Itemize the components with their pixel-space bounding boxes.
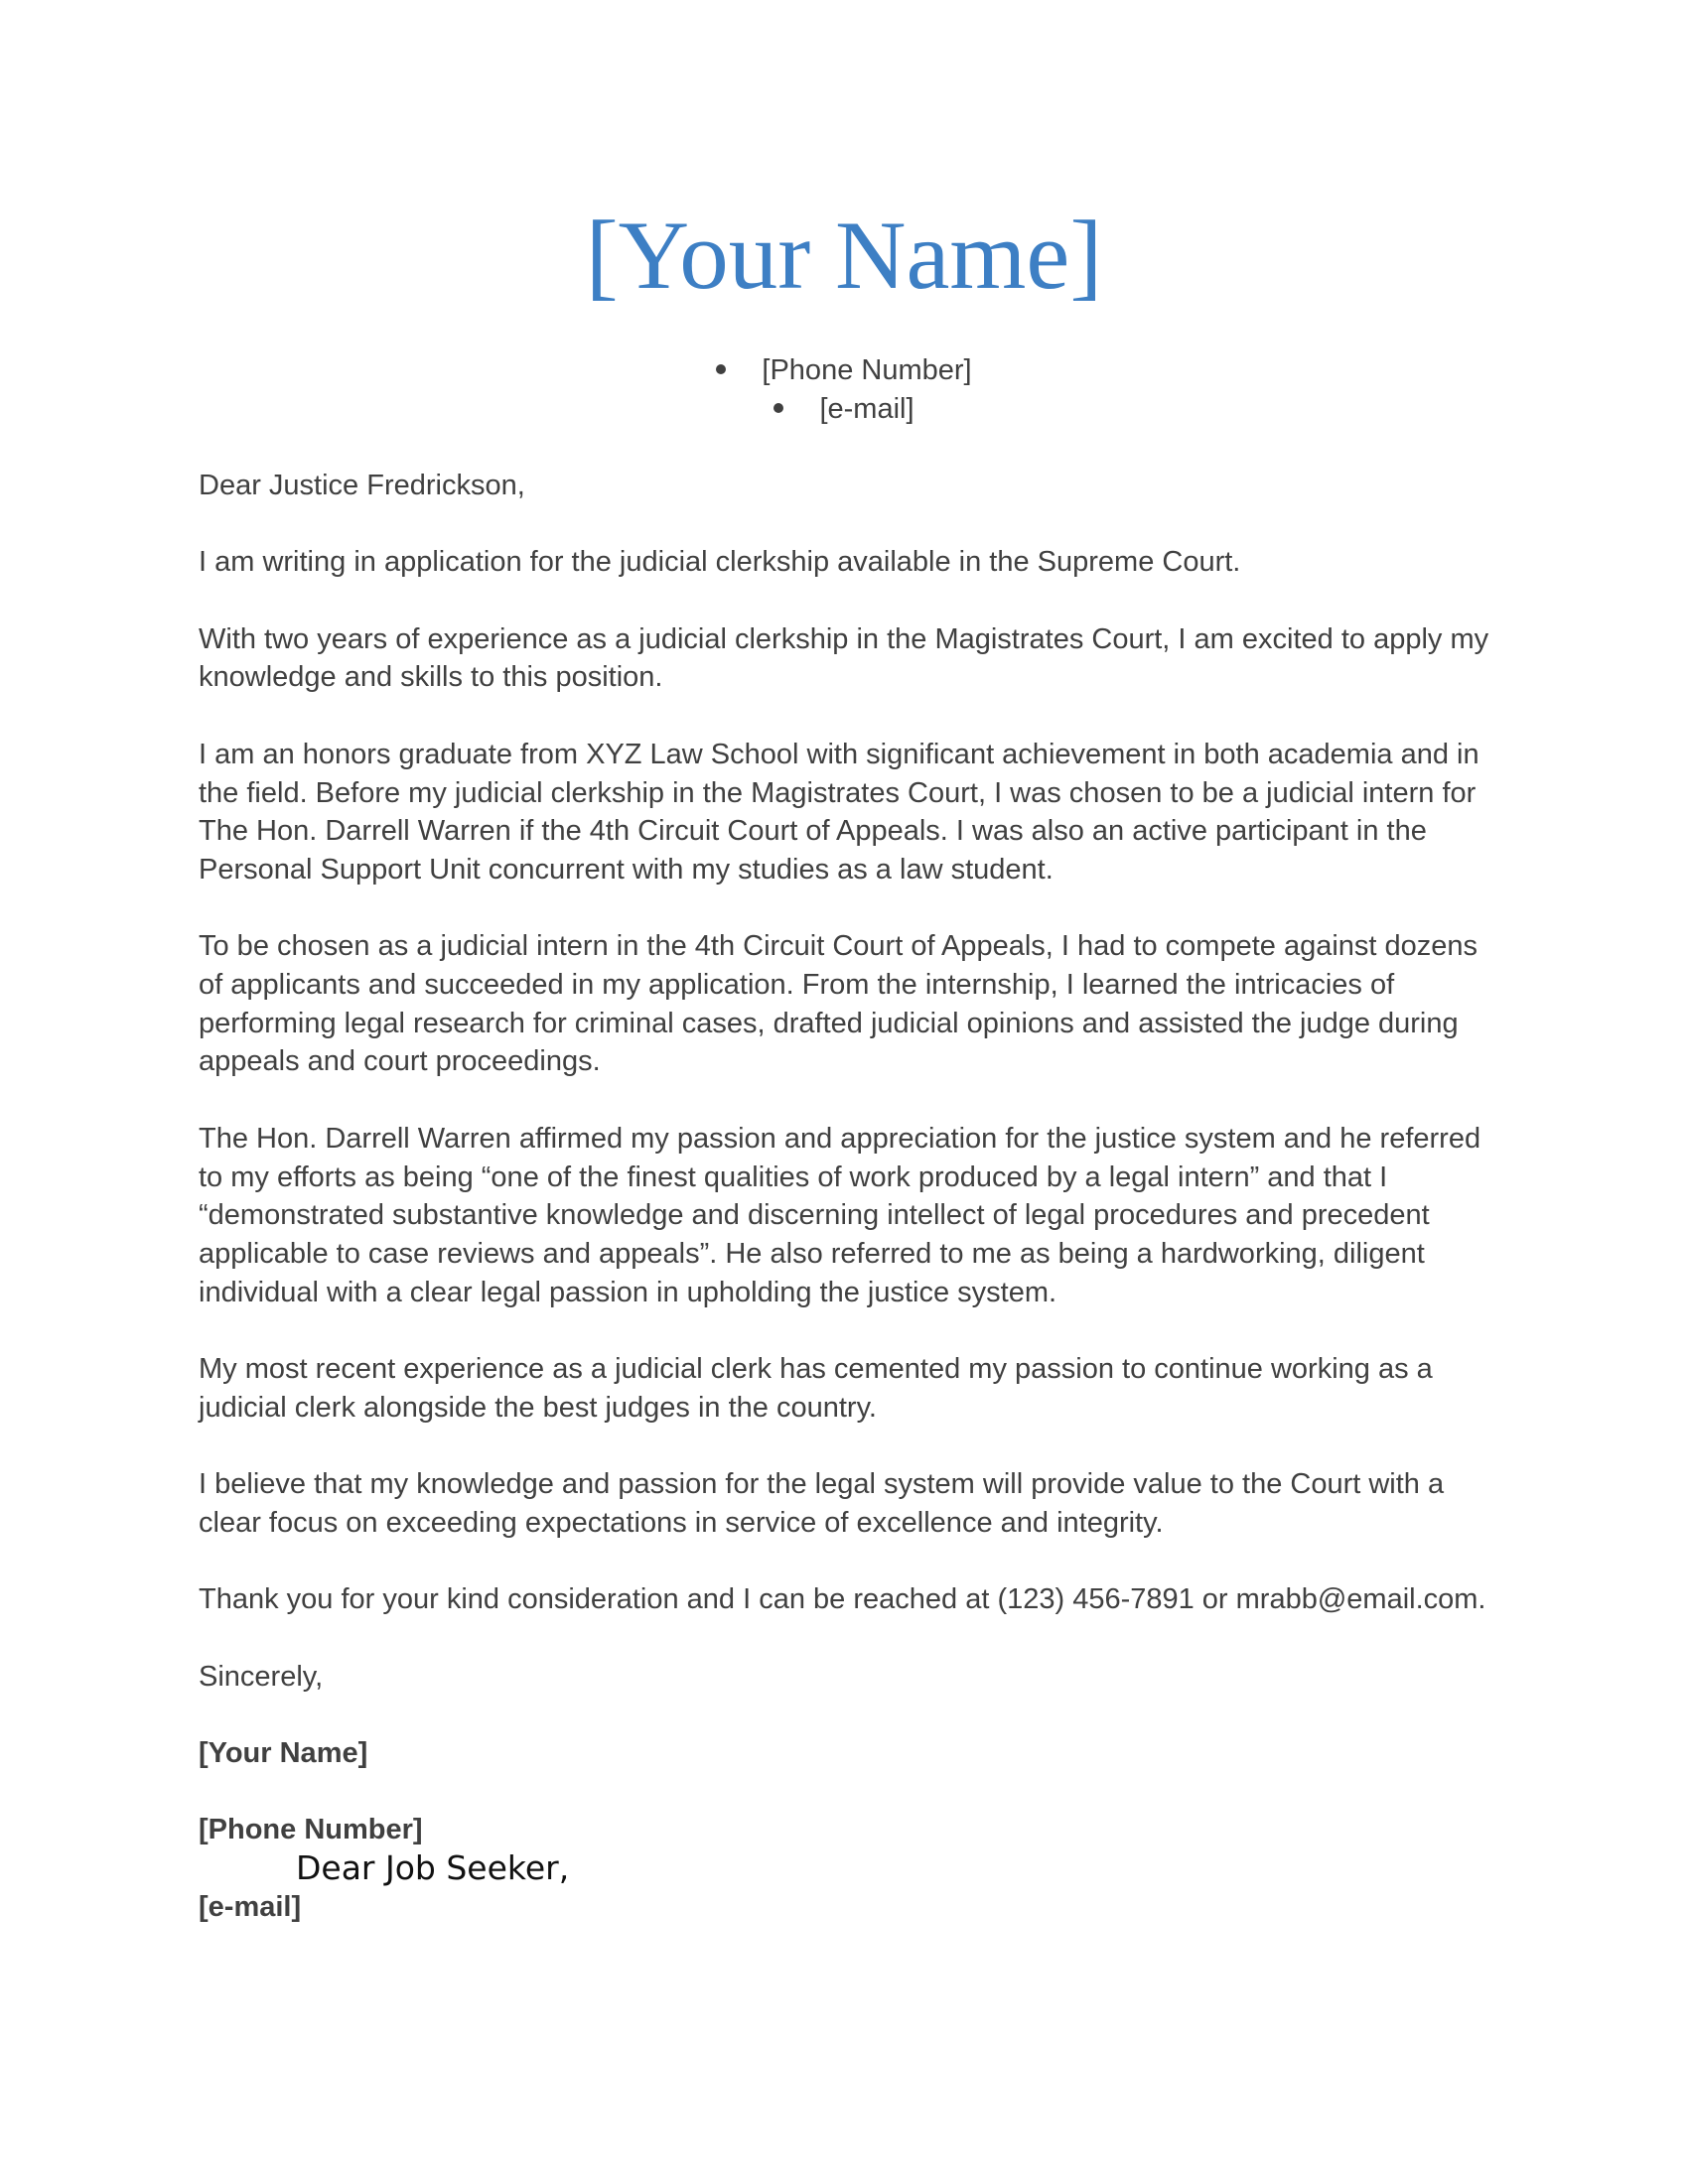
contact-phone bbox=[0, 351, 1688, 390]
closing: Sincerely, bbox=[199, 1660, 324, 1693]
salutation: Dear Justice Fredrickson, bbox=[199, 470, 525, 501]
contact-email bbox=[0, 390, 1688, 429]
contact-list bbox=[0, 351, 1688, 429]
letter-body bbox=[199, 467, 1489, 1965]
signature-phone: [Phone Number] bbox=[199, 1814, 423, 1846]
signature-email: [e-mail] bbox=[199, 1890, 302, 1923]
signature-name: [Your Name] bbox=[199, 1737, 368, 1770]
paragraph-3: I am an honors graduate from XYZ Law School with significant achievement in both academia and in the field. Before my judicial clerkship in the Magistrates Court, I was chosen to be a judicial intern for The Hon. Darrell Warren if the 4th Circuit Court of Appeals. I was also an active participant in the Personal Support Unit concurrent with my studies as a law student. bbox=[199, 738, 1479, 886]
paragraph-1: I am writing in application for the judicial clerkship available in the Supreme Court. bbox=[199, 546, 1241, 579]
contact-phone-text: [Phone Number] bbox=[762, 354, 972, 386]
paragraph-7: I believe that my knowledge and passion for the legal system will provide value to the Court with a clear focus on exceeding expectations in service of excellence and integrity. bbox=[199, 1468, 1445, 1539]
paragraph-8: Thank you for your kind consideration and I can be reached at (123) 456-7891 or mrabb@email.com. bbox=[199, 1583, 1486, 1616]
footer-note: Dear Job Seeker, bbox=[296, 1848, 570, 1887]
bullet-icon bbox=[774, 403, 783, 413]
bullet-icon bbox=[716, 364, 726, 374]
paragraph-4: To be chosen as a judicial intern in the 4th Circuit Court of Appeals, I had to compete against dozens of applicants and succeeded in my application. From the internship, I learned the intricacies of performing legal research for criminal cases, drafted judicial opinions and assisted the judge during appeals and court proceedings. bbox=[199, 930, 1478, 1078]
header-name: [Your Name] bbox=[585, 202, 1103, 310]
contact-email-text: [e-mail] bbox=[819, 393, 914, 425]
paragraph-2: With two years of experience as a judicial clerkship in the Magistrates Court, I am excited to apply my knowledge and skills to this position. bbox=[199, 622, 1489, 694]
paragraph-6: My most recent experience as a judicial clerk has cemented my passion to continue working as a judicial clerk alongside the best judges in the country. bbox=[199, 1353, 1433, 1424]
paragraph-5: The Hon. Darrell Warren affirmed my passion and appreciation for the justice system and he referred to my efforts as being “one of the finest qualities of work produced by a legal intern” and that I “demonstrated substantive knowledge and discerning intellect of legal procedures and precedent applicable to case reviews and appeals”. He also referred to me as being a hardworking, diligent individual with a clear legal passion in upholding the justice system. bbox=[199, 1122, 1481, 1308]
